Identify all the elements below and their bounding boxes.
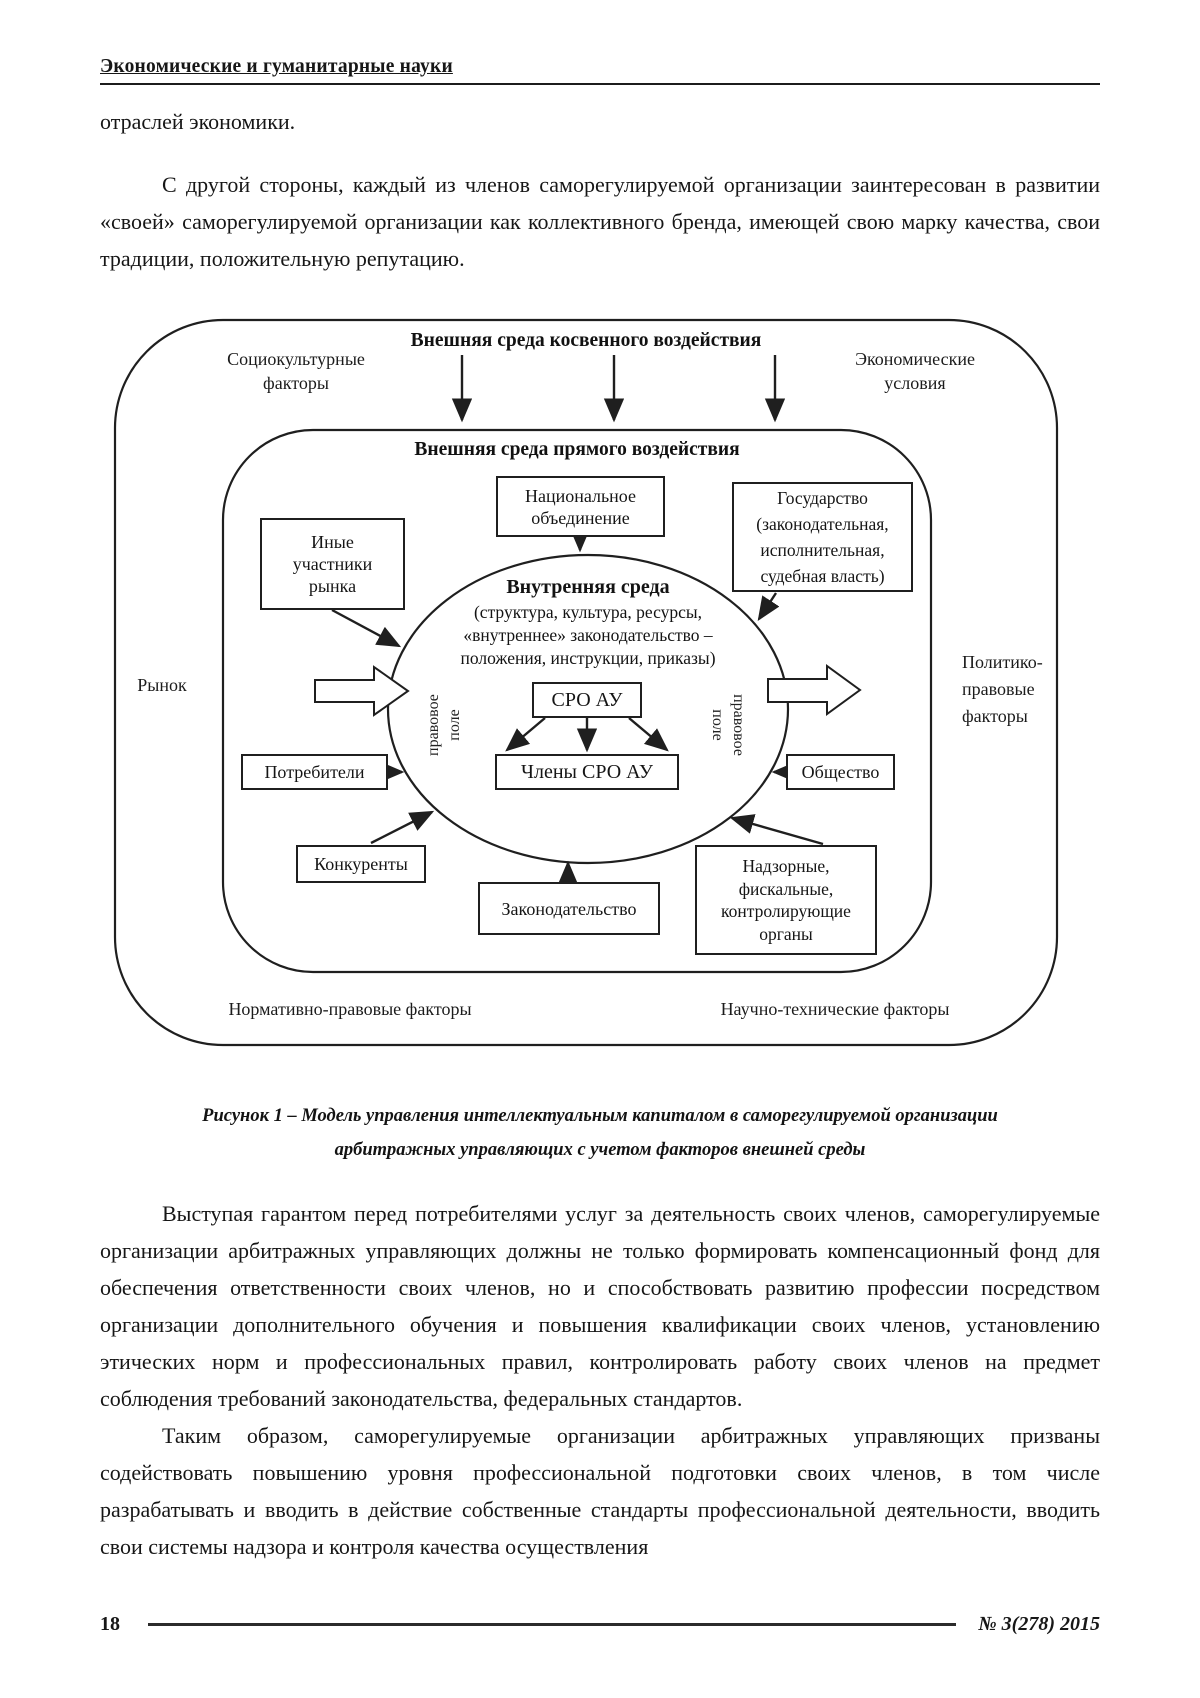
- box-society: Общество: [786, 754, 895, 790]
- box-sro: СРО АУ: [532, 682, 642, 718]
- label-sociocultural-factors: Социокультурные факторы: [227, 349, 365, 393]
- internal-environment-text: Внутренняя среда (структура, культура, ресурсы, «внутреннее» законодательство – положения, инструкции, приказы): [388, 575, 788, 670]
- box-other-market-participants: Иные участники рынка: [260, 518, 405, 610]
- box-consumers: Потребители: [241, 754, 388, 790]
- sro-members-arrow-right: [629, 718, 667, 750]
- sro-members-arrow-left: [507, 718, 545, 750]
- page-number: 18: [100, 1613, 120, 1635]
- paragraph-body-1: Выступая гарантом перед потребителями услуг за деятельность своих членов, саморегулируемые организации арбитражных управляющих должны не только формировать компенсационный фонд для обеспечения ответственности своих членов, но и способствовать развитию профессии посредством организации дополнительного обучения и повышения квалификации своих членов, установлению этических норм и профессиональных правил, контролировать работу своих членов на предмет соблюдения требований законодательства, федеральных стандартов.: [100, 1201, 1100, 1411]
- label-legal-field-right: правовое поле: [709, 694, 747, 756]
- box-sro-members: Члены СРО АУ: [495, 754, 679, 790]
- header-rule: [100, 83, 1100, 85]
- label-regulatory-factors: Нормативно-правовые факторы: [228, 999, 472, 1019]
- label-scientific-factors: Научно-технические факторы: [720, 999, 950, 1019]
- footer-rule: [148, 1623, 956, 1626]
- page-header: [100, 56, 1100, 85]
- inner-zone-title: Внешняя среда прямого воздействия: [414, 439, 740, 460]
- issue-label: № 3(278) 2015: [978, 1613, 1100, 1635]
- box-legislation: Законодательство: [478, 882, 660, 935]
- supervisory-arrow: [732, 818, 823, 844]
- figure-caption-line2: арбитражных управляющих с учетом факторов внешней среды: [334, 1140, 866, 1160]
- figure-caption: [100, 1099, 1100, 1167]
- journal-header-title: Экономические и гуманитарные науки: [100, 56, 453, 77]
- box-supervisory-bodies: Надзорные, фискальные, контролирующие органы: [695, 845, 877, 955]
- label-market: Рынок: [137, 675, 187, 695]
- box-national-association: Национальное объединение: [496, 476, 665, 537]
- label-political-legal-factors: Политико- правовые факторы: [962, 652, 1043, 726]
- internal-environment-title: Внутренняя среда: [506, 576, 670, 598]
- box-state: Государство (законодательная, исполнительная, судебная власть): [732, 482, 913, 592]
- page-footer: [100, 1613, 1100, 1636]
- outer-zone-title: Внешняя среда косвенного воздействия: [410, 330, 762, 351]
- label-economic-conditions: Экономические условия: [855, 349, 975, 393]
- paragraph-continuation: отраслей экономики.: [100, 109, 296, 134]
- paragraph-body-2: Таким образом, саморегулируемые организации арбитражных управляющих призваны содействовать повышению уровня профессиональной подготовки своих членов, в том числе разрабатывать и вводить в действие собственные стандарты профессиональной деятельности, вводить свои системы надзора и контроля качества осуществления: [100, 1423, 1100, 1559]
- competitors-arrow: [371, 812, 432, 843]
- figure-caption-line1: Рисунок 1 – Модель управления интеллектуальным капиталом в саморегулируемой организации: [202, 1106, 998, 1126]
- label-legal-field-left: правовое поле: [425, 694, 463, 756]
- figure-1-diagram: [0, 317, 1200, 1059]
- box-competitors: Конкуренты: [296, 845, 426, 883]
- paragraph-intro: С другой стороны, каждый из членов саморегулируемой организации заинтересован в развитии «своей» саморегулируемой организации как коллективного бренда, имеющей свою марку качества, свои традиции, положительную репутацию.: [100, 172, 1100, 271]
